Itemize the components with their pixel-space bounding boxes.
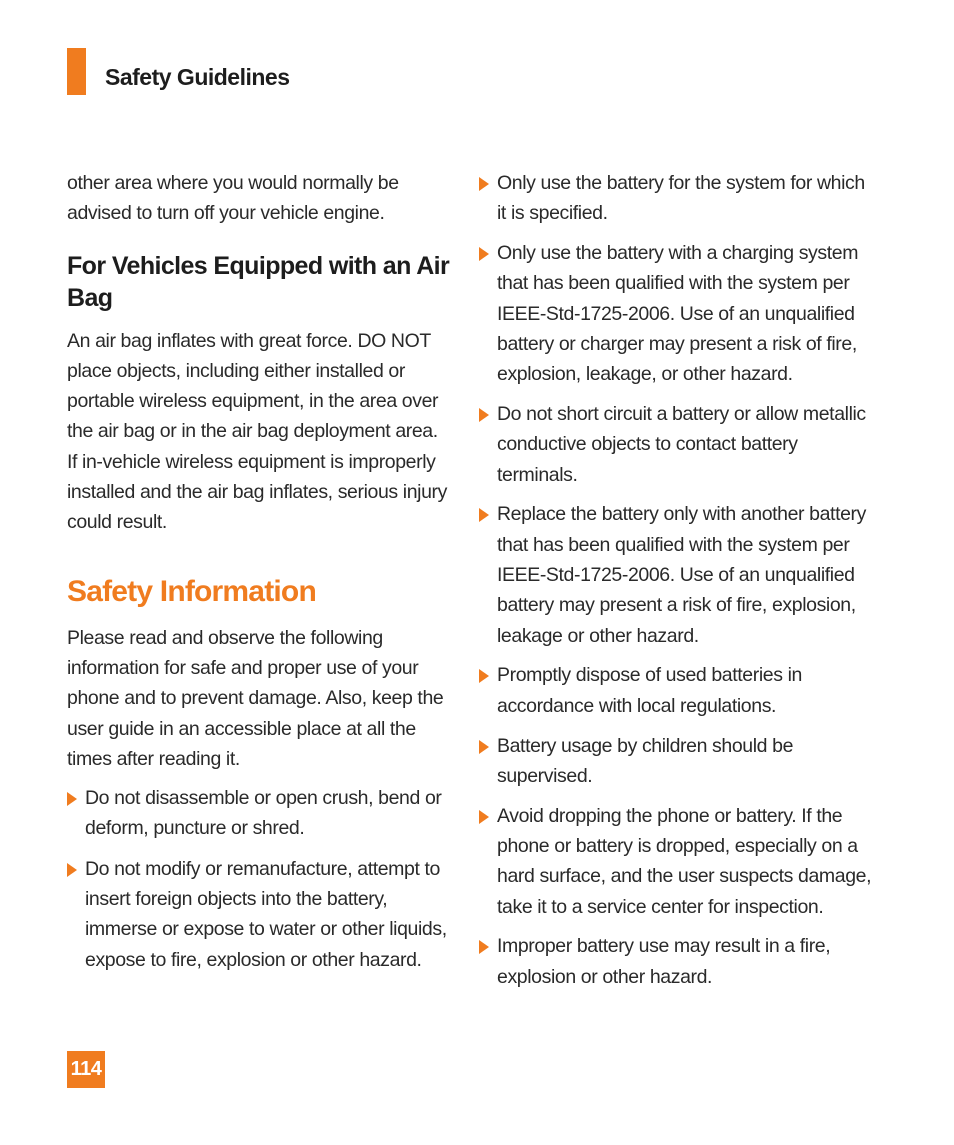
- list-item: [479, 499, 874, 650]
- list-item: [479, 731, 874, 792]
- list-item: [479, 168, 874, 229]
- list-item-text: Do not short circuit a battery or allow metallic conductive objects to contact battery terminals.: [497, 403, 866, 486]
- triangle-right-icon: [67, 863, 77, 877]
- triangle-right-icon: [479, 669, 489, 683]
- page-number: 114: [67, 1051, 105, 1088]
- triangle-right-icon: [67, 792, 77, 806]
- list-item-text: Replace the battery only with another battery that has been qualified with the system per IEEE-Std-1725-2006. Use of an unqualified battery may present a risk of fire, explosion, leakage or other hazard.: [497, 503, 866, 647]
- list-item: [67, 854, 452, 975]
- left-column: [67, 168, 452, 985]
- airbag-paragraph: An air bag inflates with great force. DO NOT place objects, including either installed or portable wireless equipment, in the area over the air bag or in the air bag deployment area. If in-vehicle wireless equipment is improperly installed and the air bag inflates, serious injury could result.: [67, 329, 447, 534]
- list-item: [67, 783, 452, 844]
- list-item: [479, 399, 874, 490]
- safety-information-heading: Safety Information: [67, 574, 316, 608]
- airbag-heading: For Vehicles Equipped with an Air Bag: [67, 251, 450, 312]
- triangle-right-icon: [479, 508, 489, 522]
- triangle-right-icon: [479, 740, 489, 754]
- list-item-text: Avoid dropping the phone or battery. If the phone or battery is dropped, especially on a hard surface, and the user suspects damage, take it to a service center for inspection.: [497, 804, 872, 918]
- intro-paragraph: other area where you would normally be advised to turn off your vehicle engine.: [67, 172, 399, 225]
- list-item-text: Battery usage by children should be supervised.: [497, 734, 794, 787]
- list-item-text: Do not disassemble or open crush, bend or deform, puncture or shred.: [85, 787, 442, 840]
- triangle-right-icon: [479, 177, 489, 191]
- list-item: [479, 238, 874, 389]
- list-item: [479, 931, 874, 992]
- list-item: [479, 801, 874, 922]
- triangle-right-icon: [479, 408, 489, 422]
- list-item-text: Only use the battery with a charging system that has been qualified with the system per IEEE-Std-1725-2006. Use of an unqualified battery or charger may present a risk of fire, explosion, leakage, or other hazard.: [497, 242, 859, 386]
- list-item-text: Only use the battery for the system for which it is specified.: [497, 172, 865, 225]
- list-item-text: Improper battery use may result in a fire, explosion or other hazard.: [497, 935, 831, 988]
- list-item: [479, 660, 874, 721]
- triangle-right-icon: [479, 810, 489, 824]
- safety-paragraph: Please read and observe the following information for safe and proper use of your phone and to prevent damage. Also, keep the user guide in an accessible place at all the times after reading it.: [67, 626, 444, 770]
- header-accent-bar: [67, 48, 86, 95]
- left-bullet-list: [67, 783, 452, 975]
- triangle-right-icon: [479, 940, 489, 954]
- right-column: [479, 168, 874, 1001]
- list-item-text: Promptly dispose of used batteries in accordance with local regulations.: [497, 664, 802, 717]
- triangle-right-icon: [479, 247, 489, 261]
- page-header-title: Safety Guidelines: [105, 64, 290, 90]
- right-bullet-list: [479, 168, 874, 992]
- list-item-text: Do not modify or remanufacture, attempt to insert foreign objects into the battery, immerse or expose to water or other liquids, expose to fire, explosion or other hazard.: [85, 857, 447, 971]
